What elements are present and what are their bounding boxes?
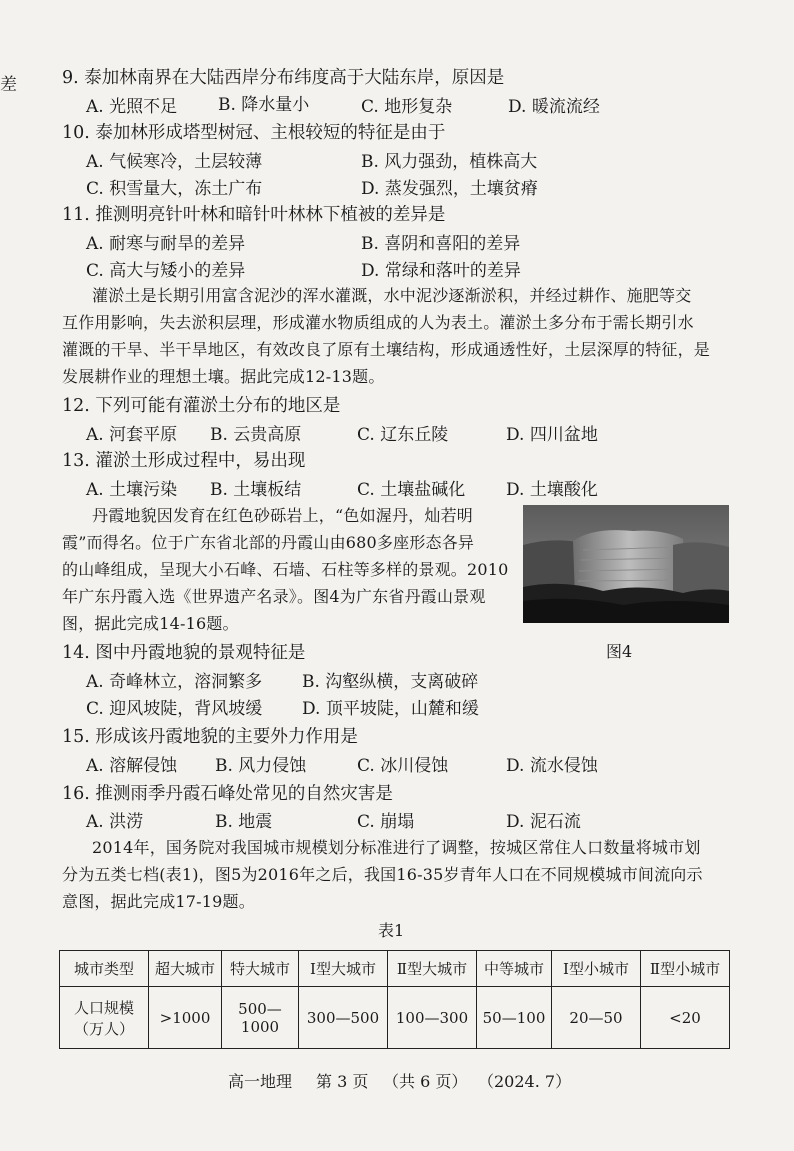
q9-option-b: B. 降水量小 — [218, 95, 310, 115]
table-cell: 300—500 — [299, 987, 388, 1049]
q14-option-d: D. 顶平坡陡，山麓和缓 — [302, 699, 479, 719]
q12-option-a: A. 河套平原 — [86, 425, 178, 445]
passage-3-line-3: 意图，据此完成17-19题。 — [62, 892, 255, 911]
q13-stem: 13. 灌淤土形成过程中，易出现 — [62, 451, 306, 471]
q9-stem: 9. 泰加林南界在大陆西岸分布纬度高于大陆东岸，原因是 — [62, 68, 505, 88]
passage-2-line-1: 丹霞地貌因发育在红色砂砾岩上，“色如渥丹，灿若明 — [92, 506, 473, 525]
q13-option-b: B. 土壤板结 — [210, 480, 302, 500]
q14-option-b: B. 沟壑纵横，支离破碎 — [302, 672, 479, 692]
passage-2-line-5: 图，据此完成14-16题。 — [62, 614, 239, 633]
table-cell: 50—100 — [477, 987, 552, 1049]
q12-stem: 12. 下列可能有灌淤土分布的地区是 — [62, 396, 341, 416]
q10-stem: 10. 泰加林形成塔型树冠、主根较短的特征是由于 — [62, 123, 446, 143]
q12-option-c: C. 辽东丘陵 — [357, 425, 449, 445]
q15-stem: 15. 形成该丹霞地貌的主要外力作用是 — [62, 727, 358, 747]
q10-option-a: A. 气候寒冷，土层较薄 — [86, 152, 263, 172]
q11-option-d: D. 常绿和落叶的差异 — [361, 261, 521, 281]
table-cell: <20 — [641, 987, 730, 1049]
q9-option-c: C. 地形复杂 — [361, 97, 453, 117]
passage-2-line-2: 霞”而得名。位于广东省北部的丹霞山由680多座形态各异 — [62, 533, 475, 552]
table-cell: 100—300 — [388, 987, 477, 1049]
row-label-line-2: （万人） — [73, 1019, 134, 1038]
passage-3-line-2: 分为五类七档(表1)，图5为2016年之后，我国16-35岁青年人口在不同规模城市间流向示 — [62, 865, 703, 884]
passage-2-line-3: 的山峰组成，呈现大小石峰、石墙、石柱等多样的景观。2010 — [62, 560, 509, 579]
passage-1-line-1: 灌淤土是长期引用富含泥沙的浑水灌溉，水中泥沙逐渐淤积，并经过耕作、施肥等交 — [92, 286, 692, 305]
q16-option-a: A. 洪涝 — [86, 812, 144, 832]
q13-option-d: D. 土壤酸化 — [506, 480, 598, 500]
danxia-landscape-photo — [523, 505, 729, 623]
table-cell: 500—1000 — [222, 987, 299, 1049]
passage-1-line-4: 发展耕作业的理想土壤。据此完成12-13题。 — [62, 367, 385, 386]
q9-option-d: D. 暖流流经 — [508, 97, 600, 117]
q13-option-a: A. 土壤污染 — [86, 480, 178, 500]
q16-option-b: B. 地震 — [215, 812, 273, 832]
q15-option-d: D. 流水侵蚀 — [506, 756, 598, 776]
q14-option-c: C. 迎风坡陡，背风坡缓 — [86, 699, 263, 719]
passage-1-line-2: 互作用影响，失去淤积层理，形成灌水物质组成的人为表土。灌淤土多分布于需长期引水 — [62, 313, 694, 332]
table-cell: >1000 — [149, 987, 222, 1049]
q9-option-a: A. 光照不足 — [86, 97, 178, 117]
table-header-cell: 超大城市 — [149, 951, 222, 987]
q12-option-b: B. 云贵高原 — [210, 425, 302, 445]
margin-mark: 差 — [0, 75, 17, 95]
q11-option-c: C. 高大与矮小的差异 — [86, 261, 246, 281]
q16-option-d: D. 泥石流 — [506, 812, 581, 832]
footer-page: 第 3 页 — [316, 1072, 369, 1091]
q16-option-c: C. 崩塌 — [357, 812, 415, 832]
q10-option-d: D. 蒸发强烈，土壤贫瘠 — [361, 179, 538, 199]
q11-option-b: B. 喜阴和喜阳的差异 — [361, 234, 521, 254]
passage-3-line-1: 2014年，国务院对我国城市规模划分标准进行了调整，按城区常住人口数量将城市划 — [92, 838, 701, 857]
table-header-cell: Ⅱ型小城市 — [641, 951, 730, 987]
danxia-landscape-illustration — [523, 505, 729, 623]
passage-1-line-3: 灌溉的干旱、半干旱地区，有效改良了原有土壤结构，形成通透性好，土层深厚的特征，是 — [62, 340, 711, 359]
table-header-cell: 中等城市 — [477, 951, 552, 987]
table-row-label — [60, 987, 149, 1049]
footer-total-pages: （共 6 页） — [383, 1072, 468, 1091]
q11-stem: 11. 推测明亮针叶林和暗针叶林林下植被的差异是 — [62, 205, 446, 225]
figure-4-caption: 图4 — [606, 642, 633, 661]
q16-stem: 16. 推测雨季丹霞石峰处常见的自然灾害是 — [62, 784, 393, 804]
table-row — [60, 987, 730, 1049]
q15-option-c: C. 冰川侵蚀 — [357, 756, 449, 776]
q15-option-b: B. 风力侵蚀 — [215, 756, 307, 776]
table-header-cell: Ⅰ型大城市 — [299, 951, 388, 987]
passage-2-line-4: 年广东丹霞入选《世界遗产名录》。图4为广东省丹霞山景观 — [62, 587, 486, 606]
q11-option-a: A. 耐寒与耐旱的差异 — [86, 234, 246, 254]
q12-option-d: D. 四川盆地 — [506, 425, 598, 445]
footer-date: （2024. 7） — [478, 1072, 572, 1091]
q10-option-b: B. 风力强劲，植株高大 — [361, 152, 538, 172]
q14-stem: 14. 图中丹霞地貌的景观特征是 — [62, 643, 306, 663]
q15-option-a: A. 溶解侵蚀 — [86, 756, 178, 776]
table-cell: 20—50 — [552, 987, 641, 1049]
q10-option-c: C. 积雪量大，冻土广布 — [86, 179, 263, 199]
table-1-title: 表1 — [378, 921, 405, 940]
table-header-cell: 特大城市 — [222, 951, 299, 987]
q14-option-a: A. 奇峰林立，溶洞繁多 — [86, 672, 263, 692]
row-label-line-1: 人口规模 — [73, 998, 134, 1017]
table-header-cell: Ⅱ型大城市 — [388, 951, 477, 987]
footer-subject: 高一地理 — [228, 1072, 293, 1091]
table-header-cell: Ⅰ型小城市 — [552, 951, 641, 987]
table-header-row — [60, 951, 730, 987]
city-size-table — [59, 950, 730, 1049]
q13-option-c: C. 土壤盐碱化 — [357, 480, 466, 500]
table-header-cell: 城市类型 — [60, 951, 149, 987]
